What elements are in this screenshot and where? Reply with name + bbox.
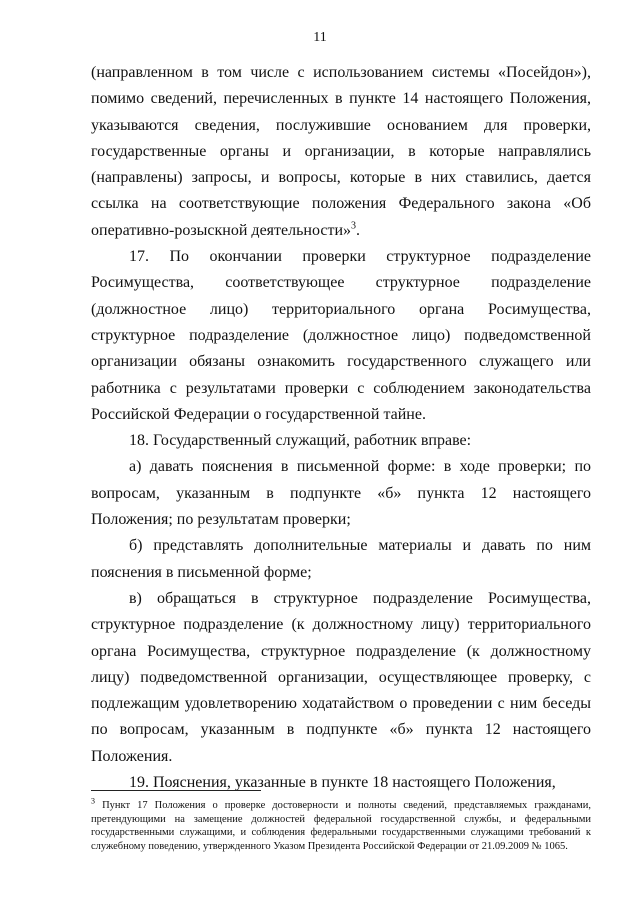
paragraph-19: 19. Пояснения, указанные в пункте 18 настоящего Положения, [129,774,556,792]
paragraph-18-v: в) обращаться в структурное подразделение Росимущества, структурное подразделение (к должностному лицу) территориального органа Росимущества, структурное подразделение (к должностному лицу) подведомственной организации, осуществляющее проверку, с подлежащим удовлетворению ходатайством о проведении с ним беседы по вопросам, указанным в подпункте «б» пункта 12 настоящего Положения. [91,589,591,765]
document-body [91,60,591,796]
footnote-mark: 3 [91,796,95,806]
page-number: 11 [313,30,327,45]
paragraph-text: (направленном в том числе с использованием системы «Посейдон»), помимо сведений, перечисленных в пункте 14 настоящего Положения, указываются сведения, послужившие основанием для проверки, государственные органы и организации, в которые направлялись (направлены) запросы, и вопросы, которые в них ставились, дается ссылка на соответствующие положения Федерального закона «Об оперативно-розыскной деятельности» [91,64,591,239]
paragraph-tail: . [356,221,361,239]
paragraph-17: 17. По окончании проверки структурное подразделение Росимущества, соответствующее структурное подразделение (должностное лицо) территориального органа Росимущества, структурное подразделение (должностное лицо) подведомственной организации обязаны ознакомить государственного служащего или работника с результатами проверки с соблюдением законодательства Российской Федерации о государственной тайне. [91,248,591,423]
footnote-text: Пункт 17 Положения о проверке достоверности и полноты сведений, представляемых гражданами, претендующими на замещение должностей федеральной государственной службы, и федеральными государственными служащими, и соблюдения федеральными государственными служащими требований к служебному поведению, утвержденного Указом Президента Российской Федерации от 21.09.2009 № 1065. [91,800,592,852]
footnote [91,796,592,853]
paragraph-continuation [91,60,591,244]
paragraph-18-b: б) представлять дополнительные материалы и давать по ним пояснения в письменной форме; [91,537,591,581]
paragraph-18-a: а) давать пояснения в письменной форме: в ходе проверки; по вопросам, указанным в подпункте «б» пункта 12 настоящего Положения; по результатам проверки; [91,458,591,529]
footnote-separator [91,790,261,791]
paragraph-18: 18. Государственный служащий, работник вправе: [129,432,472,450]
footnote-reference: 3 [351,220,357,232]
